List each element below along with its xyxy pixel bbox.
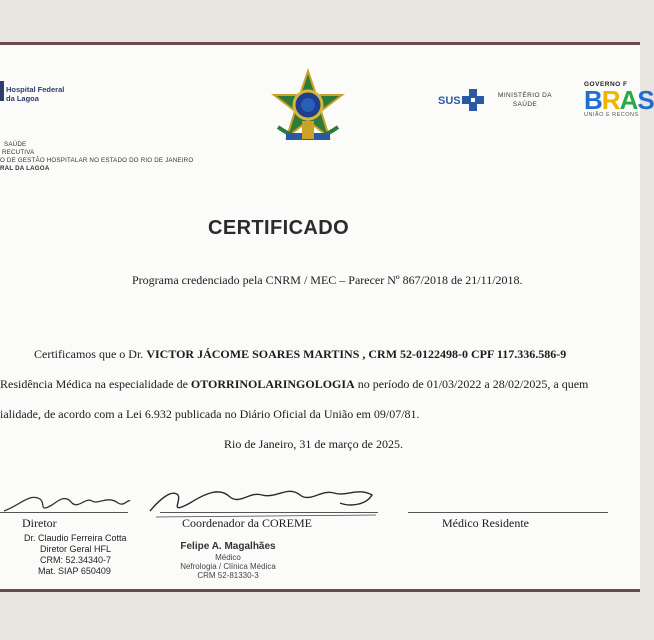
law-line: ialidade, de acordo com a Lei 6.932 publicada no Diário Oficial da União em 09/07/81. [0,407,420,421]
coreme-stamp-line: Nefrologia / Clínica Médica [180,562,276,571]
ministry-line3: O DE GESTÃO HOSPITALAR NO ESTADO DO RIO DE JANEIRO [0,157,194,164]
ministry-line1: SAÚDE [4,141,27,148]
resident-signature-line [408,512,608,513]
specialty-suffix: no período de 01/03/2022 a 28/02/2025, a quem [357,377,589,391]
saude-text: SAÚDE [512,101,538,108]
gov-letter: S [637,85,654,115]
ministerio-saude-logo [498,91,552,109]
director-stamp-line: CRM: 52.34340-7 [40,555,112,565]
director-stamp-line: Diretor Geral HFL [40,544,112,554]
ministerio-text: MINISTÉRIO DA [498,92,552,99]
director-stamp-line: Mat. SIAP 650409 [38,566,111,576]
sus-cross-icon [462,89,484,111]
certify-prefix: Certificamos que o Dr. [34,347,144,361]
coreme-signature-line [160,512,378,513]
gov-top-text: GOVERNO F [584,81,628,88]
ministry-line4: RAL DA LAGOA [0,165,50,172]
certificate-title: CERTIFICADO [208,217,350,239]
gov-letter: A [619,85,638,115]
director-label: Diretor [22,516,57,530]
certify-line [34,347,566,362]
gov-bottom-text: UNIÃO E RECONS [584,112,639,118]
director-signature-line [0,512,128,513]
coreme-stamp [178,541,278,580]
director-stamp-line: Dr. Claudio Ferreira Cotta [24,533,127,543]
handwritten-signatures [0,475,640,535]
program-line: Programa credenciado pela CNRM / MEC – Parecer Nº 867/2018 de 21/11/2018. [132,273,523,287]
sus-logo-text: SUS [438,95,461,107]
brazil-coat-of-arms-icon [266,69,350,149]
director-stamp [24,533,127,577]
hfl-logo-text [0,85,64,103]
resident-name: VICTOR JÁCOME SOARES MARTINS , CRM 52-0122498-0 CPF 117.336.586-9 [146,347,567,361]
gov-letter: R [601,85,620,115]
coreme-stamp-name: Felipe A. Magalhães [180,541,276,552]
specialty-name: OTORRINOLARINGOLOGIA [190,377,355,391]
specialty-line [0,377,588,392]
hfl-line2: da Lagoa [6,94,39,103]
coreme-stamp-line: CRM 52-81330-3 [197,571,259,580]
governo-federal-logo [584,81,654,118]
specialty-prefix: Residência Médica na especialidade de [0,377,188,391]
ministry-line2: RECUTIVA [2,149,35,156]
gov-letter: B [584,85,602,115]
coreme-label: Coordenador da COREME [182,516,312,530]
hfl-line1: Hospital Federal [6,85,65,94]
ministry-header-lines [0,141,193,173]
coreme-stamp-line: Médico [215,553,241,562]
place-date: Rio de Janeiro, 31 de março de 2025. [224,437,403,451]
certificate-paper [0,42,654,592]
resident-label: Médico Residente [442,516,529,530]
